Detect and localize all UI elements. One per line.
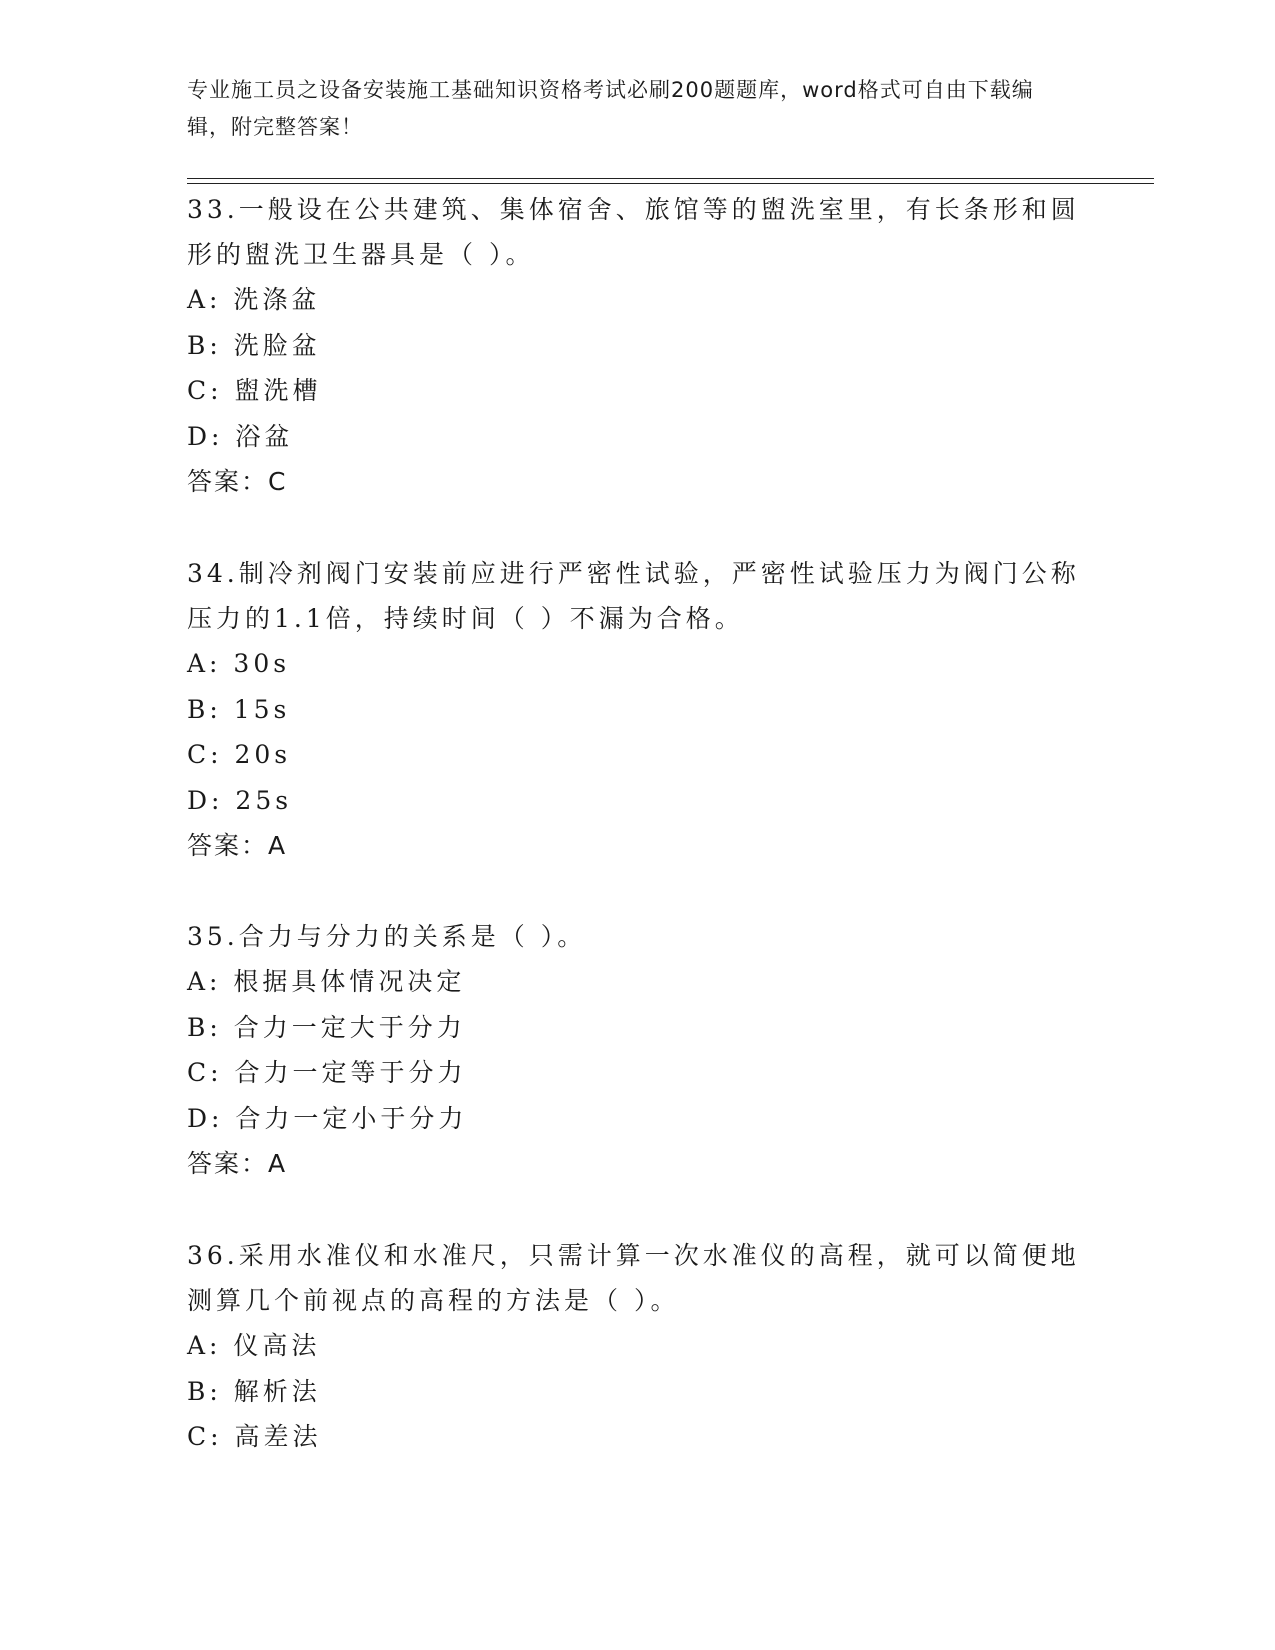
option-b: B: 15s	[187, 694, 291, 724]
option-a: A: 洗涤盆	[187, 285, 321, 314]
question-stem: 35.合力与分力的关系是（ ）。	[187, 922, 587, 951]
question-stem: 34.制冷剂阀门安装前应进行严密性试验，严密性试验压力为阀门公称压力的1.1倍，持续时间（ ）不漏为合格。	[187, 559, 1080, 633]
option-a: A: 仪高法	[187, 1331, 321, 1360]
option-c: C: 高差法	[187, 1422, 322, 1451]
option-a: A: 30s	[187, 649, 291, 678]
option-d: D: 25s	[187, 785, 293, 815]
option-c: C: 盥洗槽	[187, 376, 322, 405]
question-stem: 36.采用水准仪和水准尺，只需计算一次水准仪的高程，就可以简便地测算几个前视点的高程的方法是（ ）。	[187, 1241, 1080, 1315]
option-b: B: 合力一定大于分力	[187, 1012, 466, 1042]
option-c: C: 20s	[187, 740, 292, 769]
answer-line: 答案：C	[187, 467, 288, 496]
option-d: D: 浴盆	[187, 421, 294, 451]
question-block	[187, 187, 1087, 504]
option-d: D: 合力一定小于分力	[187, 1103, 468, 1133]
question-stem: 33.一般设在公共建筑、集体宿舍、旅馆等的盥洗室里，有长条形和圆形的盥洗卫生器具是（ ）。	[187, 195, 1080, 269]
answer-line: 答案：A	[187, 831, 288, 860]
answer-line: 答案：A	[187, 1149, 288, 1178]
question-block	[187, 1233, 1087, 1460]
question-block	[187, 914, 1087, 1186]
option-c: C: 合力一定等于分力	[187, 1058, 467, 1087]
option-b: B: 解析法	[187, 1376, 321, 1406]
option-a: A: 根据具体情况决定	[187, 967, 466, 996]
question-block	[187, 551, 1087, 868]
header-divider	[187, 178, 1154, 184]
document-header: 专业施工员之设备安装施工基础知识资格考试必刷200题题库，word格式可自由下载编辑，附完整答案！	[187, 78, 1034, 139]
option-b: B: 洗脸盆	[187, 330, 321, 360]
